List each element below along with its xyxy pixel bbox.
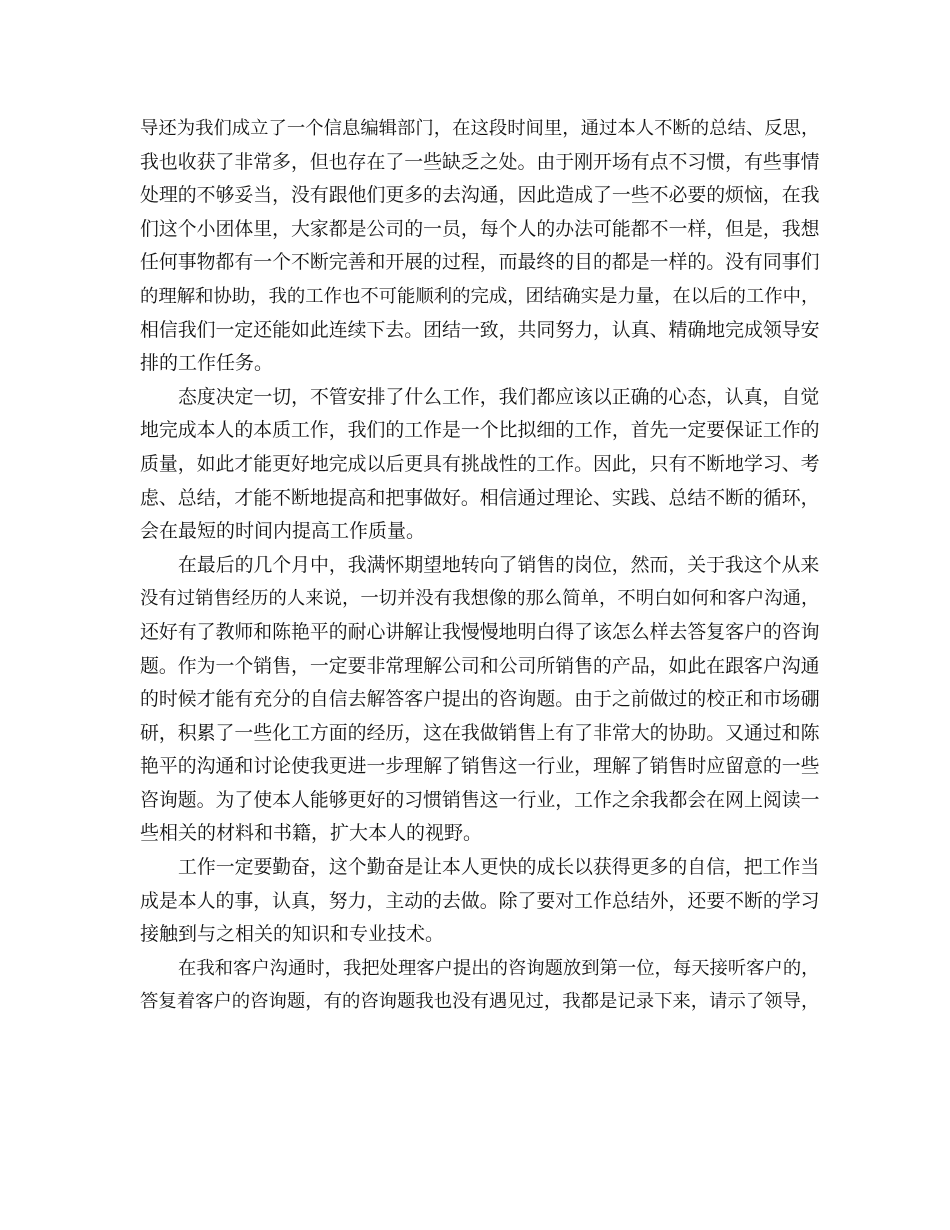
text-line: 处理的不够妥当，没有跟他们更多的去沟通，因此造成了一些不必要的烦恼，在我: [140, 184, 820, 207]
text-line: 们这个小团体里，大家都是公司的一员，每个人的办法可能都不一样，但是，我想: [140, 217, 820, 240]
text-line: 还好有了教师和陈艳平的耐心讲解让我慢慢地明白得了该怎么样去答复客户的咨询: [140, 620, 820, 643]
text-line: 研，积累了一些化工方面的经历，这在我做销售上有了非常大的协助。又通过和陈: [140, 721, 820, 744]
text-line: 我也收获了非常多，但也存在了一些缺乏之处。由于刚开场有点不习惯，有些事情: [140, 150, 820, 173]
paragraph-first-line: 工作一定要勤奋，这个勤奋是让本人更快的成长以获得更多的自信，把工作当: [178, 856, 820, 879]
text-line: 咨询题。为了使本人能够更好的习惯销售这一行业，工作之余我都会在网上阅读一: [140, 788, 820, 811]
text-line: 没有过销售经历的人来说，一切并没有我想像的那么简单，不明白如何和客户沟通，: [140, 588, 820, 610]
text-line: 导还为我们成立了一个信息编辑部门，在这段时间里，通过本人不断的总结、反思，: [140, 118, 820, 139]
text-line: 接触到与之相关的知识和专业技术。: [140, 923, 445, 946]
text-line: 艳平的沟通和讨论使我更进一步理解了销售这一行业，理解了销售时应留意的一些: [140, 755, 820, 778]
text-line: 会在最短的时间内提高工作质量。: [140, 520, 426, 543]
text-line: 题。作为一个销售，一定要非常理解公司和公司所销售的产品，如此在跟客户沟通: [140, 654, 820, 677]
text-line: 排的工作任务。: [140, 352, 274, 375]
text-line: 些相关的材料和书籍，扩大本人的视野。: [140, 822, 483, 845]
text-line: 质量，如此才能更好地完成以后更具有挑战性的工作。因此，只有不断地学习、考: [140, 452, 820, 475]
document-body: [140, 112, 820, 1019]
text-line: 任何事物都有一个不断完善和开展的过程，而最终的目的都是一样的。没有同事们: [140, 251, 820, 274]
text-line: 相信我们一定还能如此连续下去。团结一致，共同努力，认真、精确地完成领导安: [140, 318, 820, 341]
text-line: 答复着客户的咨询题，有的咨询题我也没有遇见过，我都是记录下来，请示了领导，: [140, 991, 820, 1013]
text-line: 的理解和协助，我的工作也不可能顺利的完成，团结确实是力量，在以后的工作中，: [140, 285, 820, 307]
text-line: 的时候才能有充分的自信去解答客户提出的咨询题。由于之前做过的校正和市场硼: [140, 688, 820, 711]
paragraph-first-line: 态度决定一切，不管安排了什么工作，我们都应该以正确的心态，认真，自觉: [178, 385, 820, 408]
paragraph-first-line: 在我和客户沟通时，我把处理客户提出的咨询题放到第一位，每天接听客户的，: [178, 957, 820, 979]
text-line: 虑、总结，才能不断地提高和把事做好。相信通过理论、实践、总结不断的循环，: [140, 486, 820, 509]
text-line: 地完成本人的本质工作，我们的工作是一个比拟细的工作，首先一定要保证工作的: [140, 419, 820, 442]
paragraph-first-line: 在最后的几个月中，我满怀期望地转向了销售的岗位，然而，关于我这个从来: [178, 553, 820, 576]
text-line: 成是本人的事，认真，努力，主动的去做。除了要对工作总结外，还要不断的学习: [140, 889, 820, 912]
